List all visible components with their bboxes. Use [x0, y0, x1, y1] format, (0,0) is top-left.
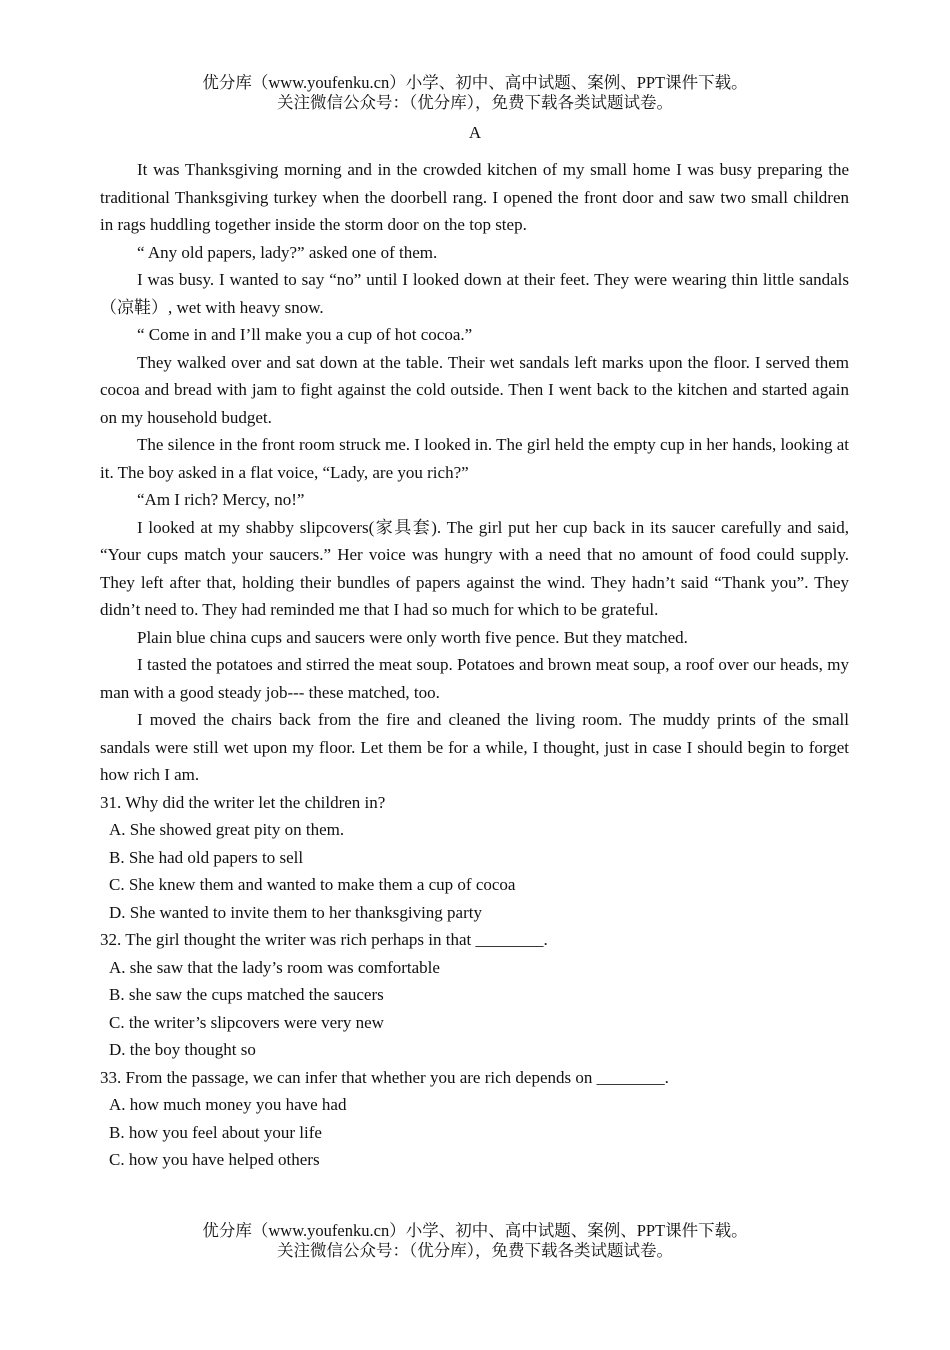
- header-line-2: 关注微信公众号：（优分库），免费下载各类试题试卷。: [277, 93, 673, 112]
- passage-paragraph: “Am I rich? Mercy, no!”: [137, 490, 305, 509]
- header-line-1: 优分库（www.youfenku.cn）小学、初中、高中试题、案例、PPT课件下载。: [202, 73, 748, 92]
- page-footer: [0, 1221, 950, 1261]
- question-32: [100, 926, 849, 1064]
- answer-option: C. the writer’s slipcovers were very new: [109, 1012, 384, 1032]
- answer-option: A. she saw that the lady’s room was comfortable: [109, 957, 440, 977]
- question-31: [100, 789, 849, 927]
- passage-paragraph: I was busy. I wanted to say “no” until I looked down at their feet. They were wearing thin little sandals（凉鞋）, wet with heavy snow.: [100, 270, 849, 317]
- passage-paragraph: I moved the chairs back from the fire and cleaned the living room. The muddy prints of the small sandals were still wet upon my floor. Let them be for a while, I thought, just in case I should begin to forget how rich I am.: [100, 710, 849, 784]
- footer-line-1: 优分库（www.youfenku.cn）小学、初中、高中试题、案例、PPT课件下载。: [202, 1221, 748, 1240]
- answer-option: D. She wanted to invite them to her thanksgiving party: [109, 902, 482, 922]
- question-stem: 32. The girl thought the writer was rich perhaps in that ________.: [100, 930, 548, 949]
- reading-passage: [100, 156, 849, 789]
- section-letter: A: [468, 123, 482, 142]
- question-stem: 33. From the passage, we can infer that whether you are rich depends on ________.: [100, 1067, 669, 1087]
- document-body: [100, 156, 849, 1174]
- footer-line-2: 关注微信公众号：（优分库），免费下载各类试题试卷。: [277, 1241, 673, 1260]
- question-stem: 31. Why did the writer let the children in?: [100, 792, 386, 812]
- answer-option: B. She had old papers to sell: [109, 847, 304, 867]
- answer-option: B. how you feel about your life: [109, 1122, 322, 1142]
- passage-paragraph: The silence in the front room struck me. I looked in. The girl held the empty cup in her hands, looking at it. The boy asked in a flat voice, “Lady, are you rich?”: [100, 435, 849, 482]
- passage-paragraph: They walked over and sat down at the table. Their wet sandals left marks upon the floor. I served them cocoa and bread with jam to fight against the cold outside. Then I went back to the kitchen and started again on my household budget.: [100, 352, 849, 427]
- answer-option: D. the boy thought so: [109, 1040, 256, 1059]
- answer-option: A. She showed great pity on them.: [109, 820, 345, 839]
- passage-paragraph: “ Any old papers, lady?” asked one of them.: [137, 242, 438, 262]
- page-header: [0, 73, 950, 113]
- passage-paragraph: It was Thanksgiving morning and in the crowded kitchen of my small home I was busy preparing the traditional Thanksgiving turkey when the doorbell rang. I opened the front door and saw two small children in rags huddling together inside the storm door on the top step.: [100, 160, 849, 234]
- answer-option: C. She knew them and wanted to make them a cup of cocoa: [109, 875, 516, 894]
- question-33: [100, 1064, 849, 1174]
- passage-paragraph: “ Come in and I’ll make you a cup of hot cocoa.”: [137, 325, 473, 344]
- answer-option: A. how much money you have had: [109, 1095, 347, 1114]
- answer-option: C. how you have helped others: [109, 1150, 320, 1169]
- answer-option: B. she saw the cups matched the saucers: [109, 985, 384, 1004]
- passage-paragraph: I looked at my shabby slipcovers(家具套). The girl put her cup back in its saucer carefully and said, “Your cups match your saucers.” Her voice was hungry with a need that no amount of food could supply. They left after that, holding their bundles of papers against the wind. They hadn’t said “Thank you”. They didn’t need to. They had reminded me that I had so much for which to be grateful.: [100, 517, 849, 619]
- passage-paragraph: Plain blue china cups and saucers were only worth five pence. But they matched.: [137, 627, 688, 647]
- passage-paragraph: I tasted the potatoes and stirred the meat soup. Potatoes and brown meat soup, a roof over our heads, my man with a good steady job--- these matched, too.: [100, 655, 849, 702]
